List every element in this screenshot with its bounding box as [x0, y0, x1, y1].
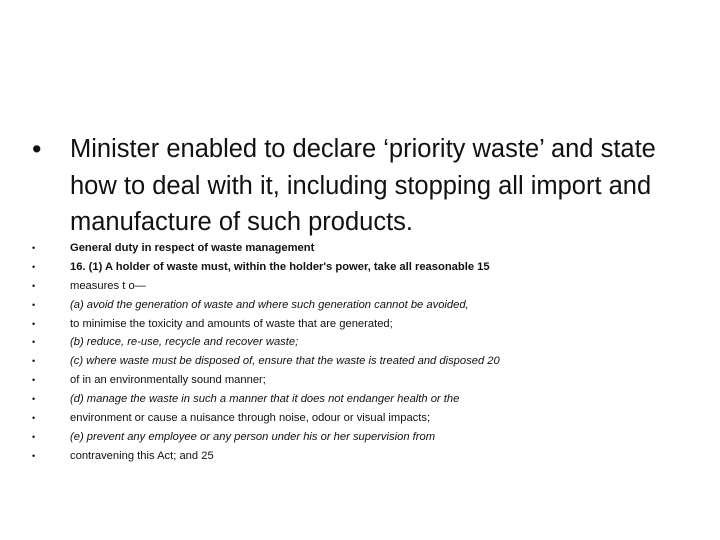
sub-bullet-item [32, 239, 682, 258]
sub-bullet-text: to minimise the toxicity and amounts of waste that are generated; [70, 317, 393, 330]
bullet-icon: • [32, 375, 36, 386]
sub-bullet-item [32, 447, 682, 466]
sub-bullet-item [32, 277, 682, 296]
sub-bullet-text: of in an environmentally sound manner; [70, 374, 266, 387]
main-bullet-text: Minister enabled to declare ‘priority waste’ and state how to deal with it, including stopping all import and manufacture of such products. [70, 135, 656, 236]
sub-bullet-item [32, 390, 682, 409]
sub-bullet-item [32, 352, 682, 371]
sub-bullet-item [32, 428, 682, 447]
bullet-icon: • [32, 280, 36, 291]
sub-bullet-item [32, 333, 682, 352]
bullet-icon: • [32, 299, 36, 310]
sub-bullet-item [32, 258, 682, 277]
main-bullet-point [32, 131, 682, 241]
bullet-icon: • [32, 394, 36, 405]
sub-bullet-text: (d) manage the waste in such a manner that it does not endanger health or the [70, 393, 460, 406]
sub-bullet-text: (a) avoid the generation of waste and where such generation cannot be avoided, [70, 298, 469, 311]
bullet-icon: • [32, 243, 36, 253]
sub-bullet-item [32, 409, 682, 428]
sub-bullet-text: (c) where waste must be disposed of, ensure that the waste is treated and disposed 20 [70, 355, 500, 368]
sub-bullet-text: contravening this Act; and 25 [70, 449, 214, 462]
sub-bullet-text: (b) reduce, re-use, recycle and recover waste; [70, 336, 299, 349]
bullet-icon: • [32, 431, 36, 442]
sub-bullet-text: General duty in respect of waste management [70, 242, 315, 254]
sub-bullet-item [32, 315, 682, 334]
sub-bullet-text: environment or cause a nuisance through noise, odour or visual impacts; [70, 412, 431, 425]
sub-bullet-item [32, 296, 682, 315]
bullet-icon: • [32, 134, 42, 164]
bullet-icon: • [32, 450, 36, 461]
sub-bullet-text: measures t o— [70, 279, 146, 292]
sub-bullet-text: (e) prevent any employee or any person under his or her supervision from [70, 430, 436, 443]
bullet-icon: • [32, 261, 36, 272]
sub-bullet-list [32, 239, 682, 466]
bullet-icon: • [32, 413, 36, 424]
bullet-icon: • [32, 356, 36, 367]
sub-bullet-item [32, 371, 682, 390]
bullet-icon: • [32, 318, 36, 329]
sub-bullet-text: 16. (1) A holder of waste must, within the holder's power, take all reasonable 15 [70, 260, 490, 273]
bullet-icon: • [32, 337, 36, 348]
